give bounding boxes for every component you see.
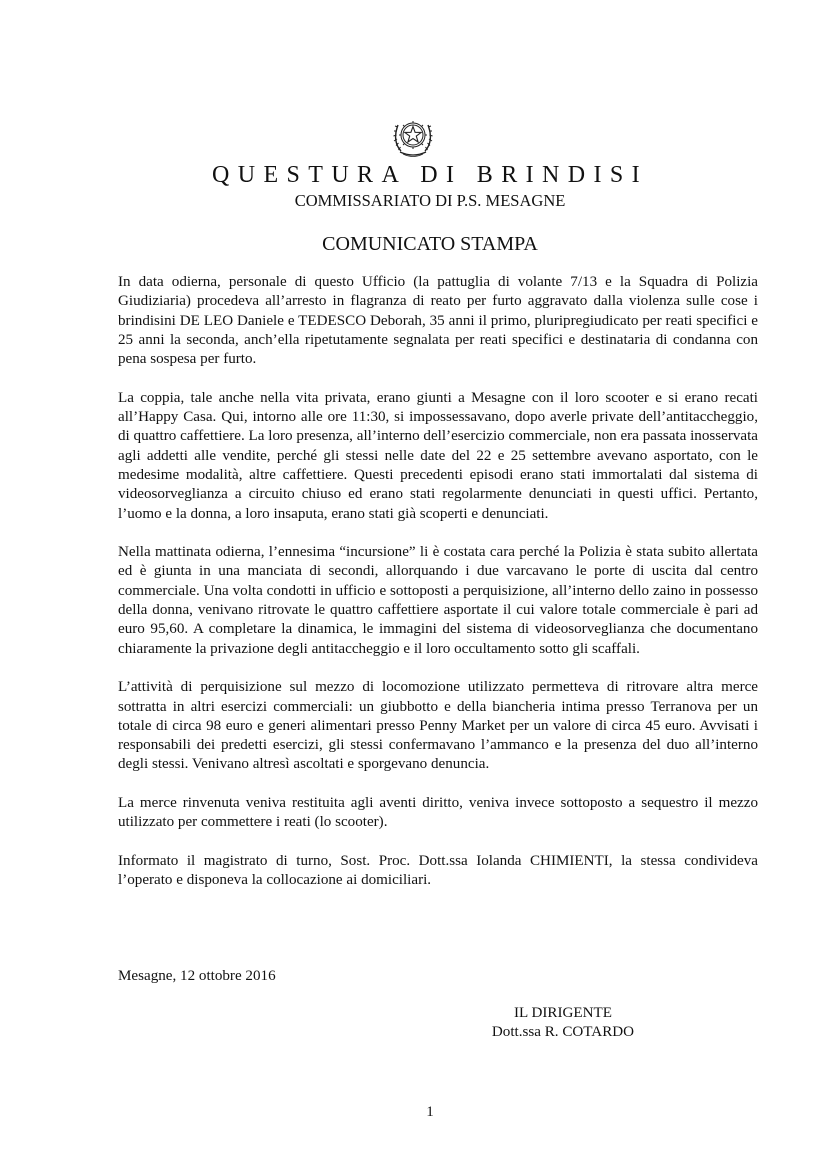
- document-type-heading: COMUNICATO STAMPA: [322, 233, 538, 255]
- page-number: 1: [426, 1104, 434, 1120]
- paragraph: La merce rinvenuta veniva restituita agli aventi diritto, veniva invece sottoposto a sequestro il mezzo utilizzato per commettere i reati (lo scooter).: [118, 795, 758, 831]
- office-title: QUESTURA DI BRINDISI: [211, 162, 648, 188]
- emblem-of-italy-icon: [391, 111, 435, 161]
- paragraph: L’attività di perquisizione sul mezzo di locomozione utilizzato permetteva di ritrovare altra merce sottratta in altri esercizi commerciali: un giubbotto e della biancheria intima presso Terranova per un totale di circa 98 euro e generi alimentari presso Penny Market per un valore di circa 45 euro. Avvisati i responsabili dei predetti esercizi, gli stessi confermavano l’ammanco e la presenza del duo all’interno degli stessi. Venivano altresì ascoltati e sporgevano denuncia.: [118, 679, 758, 773]
- press-release-body: [118, 273, 758, 910]
- signatory-name: Dott.ssa R. COTARDO: [491, 1024, 635, 1041]
- paragraph: In data odierna, personale di questo Ufficio (la pattuglia di volante 7/13 e la Squadra di Polizia Giudiziaria) procedeva all’arresto in flagranza di reato per furto aggravato dalla violenza sulle cose i brindisini DE LEO Daniele e TEDESCO Deborah, 35 anni il primo, pluripregiudicato per reati specifici e 25 anni la seconda, anch’ella ripetutamente segnalata per reati specifici e destinataria di condanna con pena sospesa per furto.: [118, 274, 758, 368]
- office-subtitle: COMMISSARIATO DI P.S. MESAGNE: [294, 191, 566, 210]
- place-and-date: Mesagne, 12 ottobre 2016: [118, 968, 276, 984]
- paragraph: La coppia, tale anche nella vita privata, erano giunti a Mesagne con il loro scooter e si erano recati all’Happy Casa. Qui, intorno alle ore 11:30, si impossessavano, dopo averle private dell’antitaccheggio, di quattro caffettiere. La loro presenza, all’interno dell’esercizio commerciale, non era passata inosservata agli addetti alle vendite, perché gli stessi nelle date del 22 e 25 settembre avevano asportato, con le medesime modalità, altre caffettiere. Questi precedenti episodi erano stati immortalati dal sistema di videosorveglianza a circuito chiuso ed erano stati regolarmente denunciati in questi uffici. Pertanto, l’uomo e la donna, a loro insaputa, erano stati già scoperti e denunciati.: [118, 389, 758, 522]
- signatory-role: IL DIRIGENTE: [514, 1005, 612, 1021]
- paragraph: Informato il magistrato di turno, Sost. Proc. Dott.ssa Iolanda CHIMIENTI, la stessa condivideva l’operato e disponeva la collocazione ai domiciliari.: [118, 852, 758, 889]
- signature-block: [460, 1004, 666, 1043]
- paragraph: Nella mattinata odierna, l’ennesima “incursione” li è costata cara perché la Polizia è stata subito allertata ed è giunta in una manciata di secondi, allorquando i due varcavano le porte di uscita dal centro commerciale. Una volta condotti in ufficio e sottoposti a perquisizione, all’interno dello zaino in possesso della donna, venivano ritrovate le quattro caffettiere asportate il cui valore totale commerciale è pari ad euro 95,60. A completare la dinamica, le immagini del sistema di videosorveglianza che documentano chiaramente la privazione degli antitaccheggio e il loro occultamento sotto gli scaffali.: [118, 544, 758, 657]
